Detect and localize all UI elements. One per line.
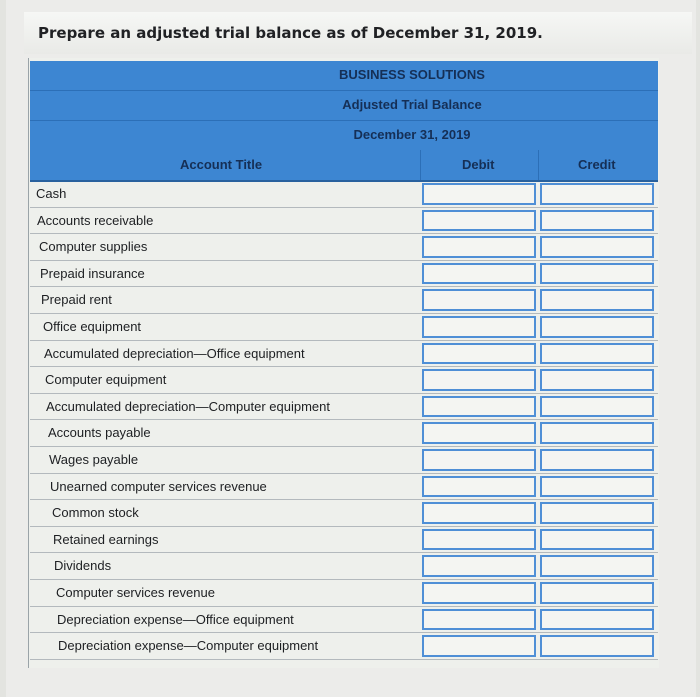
account-name: Depreciation expense—Office equipment [57,612,294,627]
statement-title-header [30,91,658,121]
table-row [30,208,658,234]
statement-date-header [30,121,658,151]
account-name: Computer services revenue [56,585,215,600]
credit-input[interactable] [540,343,654,364]
account-name: Dividends [54,558,112,573]
credit-input[interactable] [540,635,654,657]
credit-header: Credit [578,157,616,172]
account-name: Retained earnings [53,532,159,547]
statement-title: Adjusted Trial Balance [342,97,482,112]
credit-input[interactable] [540,422,654,444]
debit-input[interactable] [422,210,536,231]
instruction-text: Prepare an adjusted trial balance as of December 31, 2019. [38,24,543,42]
debit-input[interactable] [422,529,536,550]
credit-input[interactable] [540,582,654,604]
debit-input[interactable] [422,582,536,604]
table-row [30,580,658,607]
credit-input[interactable] [540,183,654,205]
table-row [30,287,658,314]
table-row [30,367,658,394]
table-row [30,607,658,633]
column-divider [420,150,421,180]
debit-input[interactable] [422,396,536,417]
credit-input[interactable] [540,289,654,311]
table-row [30,181,658,208]
column-header-row [30,150,658,182]
debit-input[interactable] [422,289,536,311]
credit-input[interactable] [540,449,654,471]
debit-input[interactable] [422,476,536,497]
company-name-header [30,61,658,91]
credit-input[interactable] [540,369,654,391]
account-name: Cash [36,186,67,201]
debit-input[interactable] [422,635,536,657]
credit-input[interactable] [540,476,654,497]
table-row [30,553,658,580]
credit-input[interactable] [540,609,654,630]
debit-input[interactable] [422,555,536,577]
table-row [30,261,658,287]
credit-input[interactable] [540,529,654,550]
credit-input[interactable] [540,316,654,338]
account-title-header: Account Title [180,157,263,172]
debit-input[interactable] [422,183,536,205]
table-row [30,527,658,553]
debit-input[interactable] [422,263,536,284]
debit-input[interactable] [422,316,536,338]
debit-input[interactable] [422,502,536,524]
company-name: BUSINESS SOLUTIONS [339,67,485,82]
account-name: Accumulated depreciation—Office equipment [44,346,305,361]
credit-input[interactable] [540,263,654,284]
debit-input[interactable] [422,236,536,258]
account-name: Depreciation expense—Computer equipment [58,638,319,653]
account-name: Computer equipment [45,372,167,387]
table-row [30,447,658,474]
table-row [30,420,658,447]
account-name: Office equipment [43,319,142,334]
column-divider [538,150,539,180]
table-row [30,394,658,420]
credit-input[interactable] [540,555,654,577]
table-row [30,474,658,500]
account-name: Accounts receivable [37,213,154,228]
account-name: Accounts payable [48,425,151,440]
credit-input[interactable] [540,236,654,258]
table-row [30,341,658,367]
credit-input[interactable] [540,502,654,524]
account-name: Unearned computer services revenue [50,479,267,494]
table-row [30,633,658,660]
credit-input[interactable] [540,210,654,231]
account-name: Common stock [52,505,139,520]
table-row [30,234,658,261]
debit-input[interactable] [422,369,536,391]
table-row [30,500,658,527]
table-row [30,314,658,341]
account-name: Accumulated depreciation—Computer equipment [46,399,330,414]
account-name: Computer supplies [39,239,148,254]
debit-input[interactable] [422,609,536,630]
account-name: Prepaid insurance [40,266,145,281]
account-name: Wages payable [49,452,139,467]
statement-date: December 31, 2019 [353,127,471,142]
debit-input[interactable] [422,343,536,364]
credit-input[interactable] [540,396,654,417]
debit-input[interactable] [422,422,536,444]
debit-header: Debit [462,157,495,172]
debit-input[interactable] [422,449,536,471]
account-name: Prepaid rent [41,292,112,307]
